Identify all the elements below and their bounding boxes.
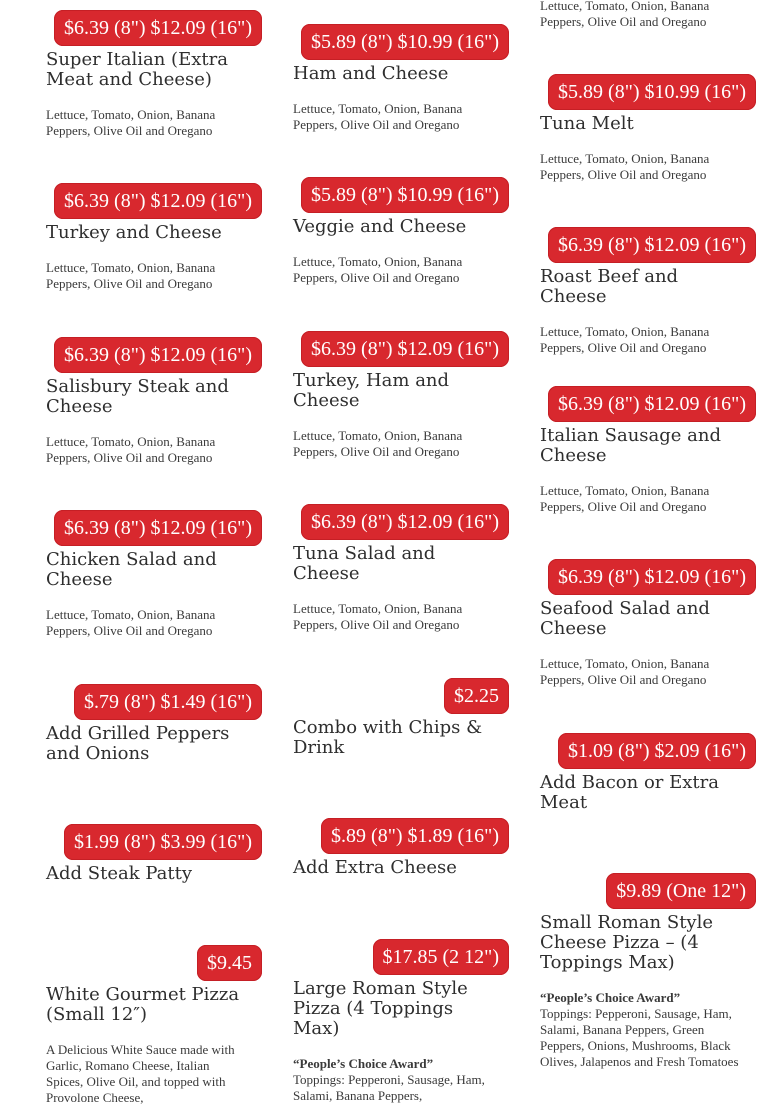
item-name: Ham and Cheese: [293, 63, 449, 84]
item-name: Add Grilled Peppers and Onions: [46, 723, 230, 764]
item-description: A Delicious White Sauce made with Garlic, Romano Cheese, Italian Spices, Olive Oil, and topped with Provolone Cheese,: [46, 1042, 235, 1105]
price-badge: $9.89 (One 12"): [606, 873, 756, 909]
price-badge: $6.39 (8") $12.09 (16"): [54, 337, 262, 373]
price-badge: $.89 (8") $1.89 (16"): [321, 818, 509, 854]
item-name: Large Roman Style Pizza (4 Toppings Max): [293, 978, 468, 1039]
item-name: Turkey and Cheese: [46, 222, 222, 243]
price-badge: $17.85 (2 12"): [373, 939, 509, 975]
item-name: Small Roman Style Cheese Pizza – (4 Toppings Max): [540, 912, 714, 973]
item-name: Add Steak Patty: [46, 863, 193, 884]
price-badge: $5.89 (8") $10.99 (16"): [548, 74, 756, 110]
award-label: “People’s Choice Award”: [540, 990, 681, 1005]
price-badge: $5.89 (8") $10.99 (16"): [301, 24, 509, 60]
price-badge: $6.39 (8") $12.09 (16"): [54, 10, 262, 46]
item-name: Combo with Chips & Drink: [293, 717, 483, 758]
price-badge: $1.99 (8") $3.99 (16"): [64, 824, 262, 860]
price-badge: $2.25: [444, 678, 509, 714]
item-description: Lettuce, Tomato, Onion, Banana Peppers, Olive Oil and Oregano: [293, 101, 463, 132]
price-badge: $6.39 (8") $12.09 (16"): [54, 183, 262, 219]
toppings-text: Toppings: Pepperoni, Sausage, Ham, Salami, Banana Peppers, Green Peppers, Onions, Mushrooms, Black Olives, Jalapenos and Fresh Tomatoes: [540, 1006, 739, 1069]
item-description: Lettuce, Tomato, Onion, Banana Peppers, Olive Oil and Oregano: [46, 434, 216, 465]
item-description: [293, 1056, 493, 1104]
price-badge: $9.45: [197, 945, 262, 981]
price-badge: $6.39 (8") $12.09 (16"): [54, 510, 262, 546]
item-description: Lettuce, Tomato, Onion, Banana Peppers, Olive Oil and Oregano: [293, 254, 463, 285]
price-badge: $6.39 (8") $12.09 (16"): [301, 331, 509, 367]
item-name: Super Italian (Extra Meat and Cheese): [46, 49, 228, 90]
item-name: Turkey, Ham and Cheese: [293, 370, 450, 411]
item-description: Lettuce, Tomato, Onion, Banana Peppers, Olive Oil and Oregano: [540, 151, 710, 182]
item-name: Seafood Salad and Cheese: [540, 598, 710, 639]
item-name: Roast Beef and Cheese: [540, 266, 679, 307]
item-description: Lettuce, Tomato, Onion, Banana Peppers, Olive Oil and Oregano: [46, 107, 216, 138]
price-badge: $.79 (8") $1.49 (16"): [74, 684, 262, 720]
price-badge: $1.09 (8") $2.09 (16"): [558, 733, 756, 769]
item-description: Lettuce, Tomato, Onion, Banana Peppers, Olive Oil and Oregano: [540, 324, 710, 355]
item-description: Lettuce, Tomato, Onion, Banana Peppers, Olive Oil and Oregano: [46, 260, 216, 291]
item-name: White Gourmet Pizza (Small 12″): [46, 984, 240, 1025]
item-name: Chicken Salad and Cheese: [46, 549, 217, 590]
item-description: [540, 990, 740, 1070]
item-name: Tuna Salad and Cheese: [293, 543, 436, 584]
item-name: Veggie and Cheese: [293, 216, 467, 237]
price-badge: $5.89 (8") $10.99 (16"): [301, 177, 509, 213]
item-description: Lettuce, Tomato, Onion, Banana Peppers, Olive Oil and Oregano: [540, 0, 710, 29]
item-description: Lettuce, Tomato, Onion, Banana Peppers, Olive Oil and Oregano: [293, 428, 463, 459]
price-badge: $6.39 (8") $12.09 (16"): [548, 386, 756, 422]
price-badge: $6.39 (8") $12.09 (16"): [548, 559, 756, 595]
item-name: Italian Sausage and Cheese: [540, 425, 722, 466]
price-badge: $6.39 (8") $12.09 (16"): [301, 504, 509, 540]
item-name: Add Bacon or Extra Meat: [540, 772, 719, 813]
item-description: Lettuce, Tomato, Onion, Banana Peppers, Olive Oil and Oregano: [540, 483, 710, 514]
item-description: Lettuce, Tomato, Onion, Banana Peppers, Olive Oil and Oregano: [46, 607, 216, 638]
award-label: “People’s Choice Award”: [293, 1056, 434, 1071]
item-name: Tuna Melt: [540, 113, 634, 134]
item-name: Add Extra Cheese: [293, 857, 457, 878]
item-description: Lettuce, Tomato, Onion, Banana Peppers, Olive Oil and Oregano: [540, 656, 710, 687]
item-description: Lettuce, Tomato, Onion, Banana Peppers, Olive Oil and Oregano: [293, 601, 463, 632]
item-name: Salisbury Steak and Cheese: [46, 376, 229, 417]
price-badge: $6.39 (8") $12.09 (16"): [548, 227, 756, 263]
toppings-text: Toppings: Pepperoni, Sausage, Ham, Salami, Banana Peppers,: [293, 1072, 485, 1103]
